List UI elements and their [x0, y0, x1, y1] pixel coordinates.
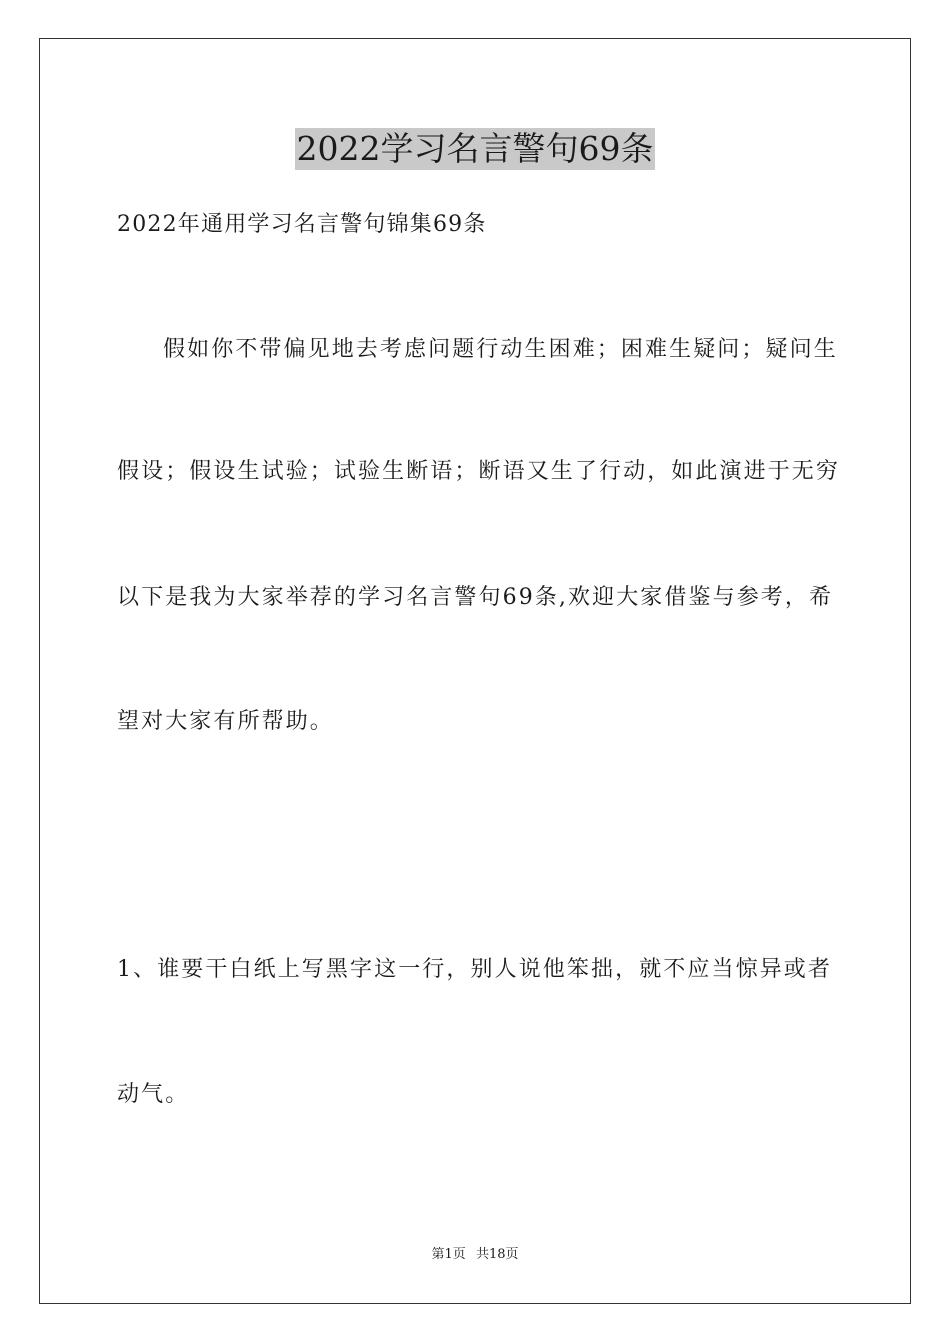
document-subtitle: 2022年通用学习名言警句锦集69条 — [117, 212, 487, 237]
quote-item-line: 动气。 — [117, 1082, 190, 1107]
quote-item-line: 1、谁要干白纸上写黑字这一行，别人说他笨拙，就不应当惊异或者 — [117, 957, 832, 982]
paragraph-line: 假设；假设生试验；试验生断语；断语又生了行动，如此演进于无穷 — [117, 459, 841, 484]
page-footer — [0, 1246, 950, 1264]
document-title: 2022学习名言警句69条 — [296, 129, 654, 168]
page-number-current: 第1页 — [431, 1247, 466, 1262]
paragraph-line: 望对大家有所帮助。 — [117, 709, 334, 734]
page-number-total: 共18页 — [475, 1247, 519, 1262]
title-container — [0, 128, 950, 170]
paragraph-line: 假如你不带偏见地去考虑问题行动生困难；困难生疑问；疑问生 — [163, 337, 838, 362]
paragraph-line: 以下是我为大家举荐的学习名言警句69条,欢迎大家借鉴与参考，希 — [117, 585, 834, 610]
